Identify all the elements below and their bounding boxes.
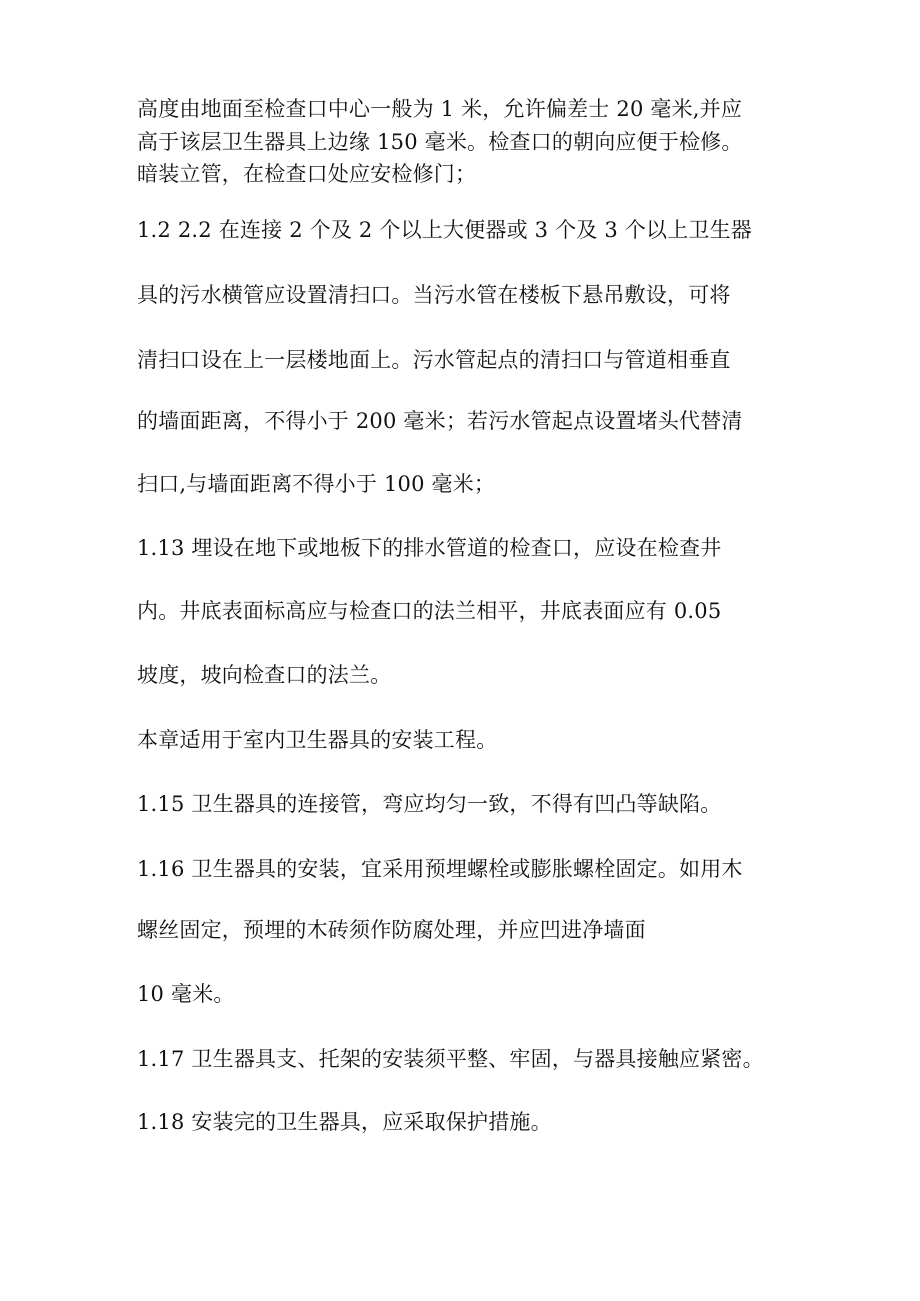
text-line: 坡度，坡向检查口的法兰。 [137,663,392,687]
text-line: 内。井底表面标高应与检查口的法兰相平，井底表面应有 0.05 [137,599,722,623]
text-line: 1.16 卫生器具的安装，宜采用预埋螺栓或膨胀螺栓固定。如用木 [137,857,743,881]
text-line: 10 毫米。 [137,982,235,1006]
text-line: 具的污水横管应设置清扫口。当污水管在楼板下悬吊敷设，可将 [137,283,731,307]
text-line: 1.17 卫生器具支、托架的安装须平整、牢固，与器具接触应紧密。 [137,1047,764,1071]
text-line: 1.13 埋设在地下或地板下的排水管道的检查口，应设在检查井 [137,536,722,560]
text-line: 高度由地面至检查口中心一般为 1 米，允许偏差士 20 毫米,并应 [137,97,743,121]
text-line: 1.2 2.2 在连接 2 个及 2 个以上大便器或 3 个及 3 个以上卫生器 [137,218,752,242]
text-line: 清扫口设在上一层楼地面上。污水管起点的清扫口与管道相垂直 [137,348,731,372]
text-line: 1.15 卫生器具的连接管，弯应均匀一致，不得有凹凸等缺陷。 [137,792,722,816]
text-line: 高于该层卫生器具上边缘 150 毫米。检查口的朝向应便于检修。 [137,130,743,154]
text-line: 螺丝固定，预埋的木砖须作防腐处理，并应凹进净墙面 [137,918,646,942]
text-line: 的墙面距离，不得小于 200 毫米；若污水管起点设置堵头代替清 [137,409,743,433]
text-line: 本章适用于室内卫生器具的安装工程。 [137,728,498,752]
text-line: 扫口,与墙面距离不得小于 100 毫米； [137,472,496,496]
text-line: 暗装立管，在检查口处应安检修门； [137,162,477,186]
text-line: 1.18 安装完的卫生器具，应采取保护措施。 [137,1110,552,1134]
